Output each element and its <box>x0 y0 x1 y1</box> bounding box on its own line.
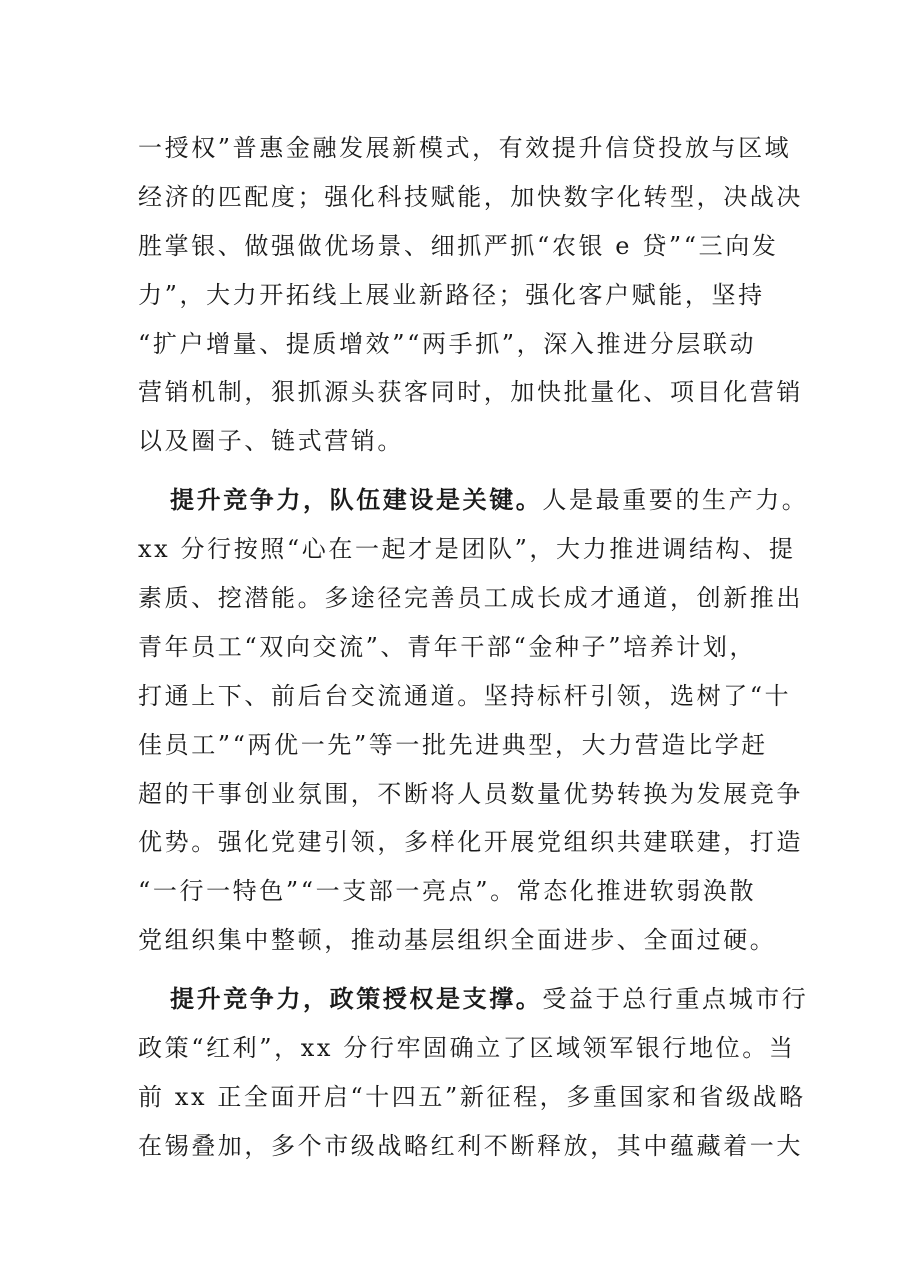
document-page <box>138 124 809 1171</box>
text-line: 在锡叠加，多个市级战略红利不断释放，其中蕴藏着一大 <box>138 1131 803 1160</box>
text-line: 营销机制，狠抓源头获客同时，加快批量化、项目化营销 <box>138 378 803 407</box>
text-line: “一行一特色”“一支部一亮点”。常态化推进软弱涣散 <box>138 877 757 906</box>
paragraph-heading: 提升竞争力，政策授权是支撑。 <box>170 984 543 1014</box>
heading-continuation: 人是最重要的生产力。 <box>542 486 809 515</box>
text-line: 青年员工“双向交流”、青年干部“金种子”培养计划， <box>138 632 757 661</box>
heading-continuation: 受益于总行重点城市行 <box>542 985 809 1014</box>
paragraph-3 <box>138 975 809 1171</box>
paragraph-heading: 提升竞争力，队伍建设是关键。 <box>170 485 543 515</box>
text-line: 佳员工”“两优一先”等一批先进典型，大力营造比学赶 <box>138 730 768 759</box>
text-line: 经济的匹配度；强化科技赋能，加快数字化转型，决战决 <box>138 182 803 211</box>
text-line: 一授权”普惠金融发展新模式，有效提升信贷投放与区域 <box>138 134 792 162</box>
text-line: 超的干事创业氛围，不断将人员数量优势转换为发展竞争 <box>138 779 803 808</box>
text-line: 政策“红利”，xx 分行牢固确立了区域领军银行地位。当 <box>138 1034 796 1063</box>
paragraph-first-line <box>138 476 809 525</box>
paragraph-first-line <box>138 975 809 1024</box>
text-line: “扩户增量、提质增效”“两手抓”，深入推进分层联动 <box>138 329 757 358</box>
text-line: 以及圈子、链式营销。 <box>138 427 404 456</box>
text-line: 优势。强化党建引领，多样化开展党组织共建联建，打造 <box>138 828 803 857</box>
text-line: 力”，大力开拓线上展业新路径；强化客户赋能，坚持 <box>138 280 765 309</box>
text-line: 党组织集中整顿，推动基层组织全面进步、全面过硬。 <box>138 926 777 955</box>
text-line: 打通上下、前后台交流通道。坚持标杆引领，选树了“十 <box>138 681 792 710</box>
paragraph-spacing <box>138 965 774 975</box>
paragraph-2 <box>138 476 809 965</box>
text-line: 前 xx 正全面开启“十四五”新征程，多重国家和省级战略 <box>138 1082 806 1111</box>
text-line: 素质、挖潜能。多途径完善员工成长成才通道，创新推出 <box>138 584 803 613</box>
text-line: xx 分行按照“心在一起才是团队”，大力推进调结构、提 <box>138 535 796 564</box>
paragraph-1 <box>138 124 803 466</box>
text-line: 胜掌银、做强做优场景、细抓严抓“农银 e 贷”“三向发 <box>138 231 779 260</box>
paragraph-spacing <box>138 466 774 476</box>
